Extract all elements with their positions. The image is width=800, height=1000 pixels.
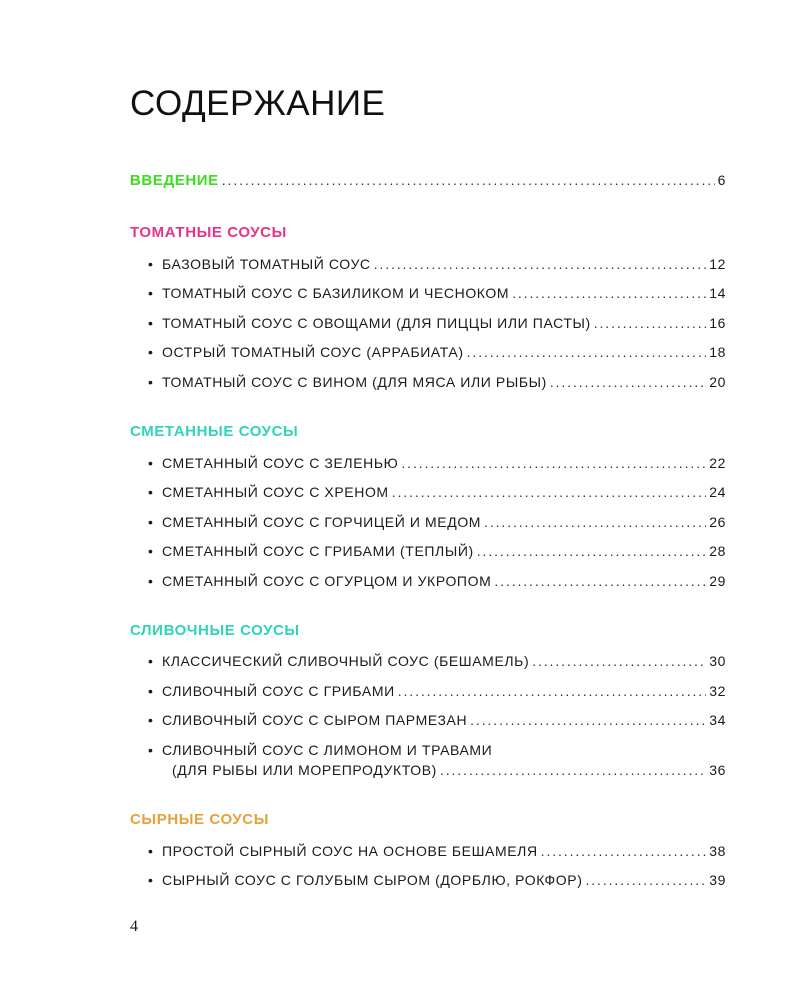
entry-label: ПРОСТОЙ СЫРНЫЙ СОУС НА ОСНОВЕ БЕШАМЕЛЯ [162,843,538,859]
entry-page: 36 [709,762,726,778]
toc-entry[interactable] [148,482,726,502]
dot-leader [374,254,707,274]
entry-page: 28 [709,543,726,559]
entry-label: ТОМАТНЫЙ СОУС С ВИНОМ (ДЛЯ МЯСА ИЛИ РЫБЫ) [162,374,547,390]
dot-leader [401,453,706,473]
toc-entry[interactable] [148,841,726,861]
bullet-icon: • [148,344,154,360]
entry-label: ТОМАТНЫЙ СОУС С БАЗИЛИКОМ И ЧЕСНОКОМ [162,285,510,301]
entry-page: 38 [709,843,726,859]
entry-page: 30 [709,653,726,669]
toc-entry[interactable] [148,681,726,701]
dot-leader [222,170,715,190]
toc-entry[interactable] [148,313,726,333]
intro-label: ВВЕДЕНИЕ [130,172,219,189]
entry-page: 39 [709,872,726,888]
entry-page: 12 [709,256,726,272]
bullet-icon: • [148,872,154,888]
page-title: СОДЕРЖАНИЕ [130,84,386,123]
bullet-icon: • [148,256,154,272]
toc-entry[interactable] [148,372,726,392]
toc-entry[interactable] [148,651,726,671]
dot-leader [467,342,707,362]
bullet-icon: • [148,514,154,530]
toc-entry[interactable] [148,342,726,362]
page-number: 4 [130,918,138,935]
entry-label: СМЕТАННЫЙ СОУС С ГРИБАМИ (ТЕПЛЫЙ) [162,543,474,559]
toc-entry[interactable] [148,571,726,591]
bullet-icon: • [148,285,154,301]
dot-leader [392,482,707,502]
entry-page: 34 [709,712,726,728]
section-title-sour-cream: СМЕТАННЫЕ СОУСЫ [130,423,299,440]
entry-label: ОСТРЫЙ ТОМАТНЫЙ СОУС (АРРАБИАТА) [162,344,464,360]
toc-entry-intro[interactable] [130,170,726,191]
entry-page: 26 [709,514,726,530]
bullet-icon: • [148,543,154,559]
bullet-icon: • [148,374,154,390]
entry-label: СМЕТАННЫЙ СОУС С ХРЕНОМ [162,484,389,500]
entry-label: СЛИВОЧНЫЙ СОУС С СЫРОМ ПАРМЕЗАН [162,712,468,728]
dot-leader [594,313,706,333]
dot-leader [541,841,707,861]
toc-entry-continuation[interactable] [172,760,726,780]
toc-entry[interactable] [148,512,726,532]
dot-leader [484,512,706,532]
intro-page: 6 [717,172,726,188]
dot-leader [532,651,706,671]
entry-label-continuation: (ДЛЯ РЫБЫ ИЛИ МОРЕПРОДУКТОВ) [172,762,437,778]
entry-label: СЫРНЫЙ СОУС С ГОЛУБЫМ СЫРОМ (ДОРБЛЮ, РОКФОР) [162,872,583,888]
entry-page: 16 [709,315,726,331]
bullet-icon: • [148,843,154,859]
entry-label: ТОМАТНЫЙ СОУС С ОВОЩАМИ (ДЛЯ ПИЦЦЫ ИЛИ ПАСТЫ) [162,315,591,331]
entry-label: СМЕТАННЫЙ СОУС С ЗЕЛЕНЬЮ [162,455,399,471]
entry-page: 29 [709,573,726,589]
bullet-icon: • [148,573,154,589]
entry-page: 24 [709,484,726,500]
entry-label: СЛИВОЧНЫЙ СОУС С ЛИМОНОМ И ТРАВАМИ [162,742,493,758]
toc-entry[interactable] [148,870,726,890]
bullet-icon: • [148,683,154,699]
dot-leader [512,283,706,303]
entry-page: 20 [709,374,726,390]
entry-page: 18 [709,344,726,360]
dot-leader [550,372,706,392]
bullet-icon: • [148,653,154,669]
toc-entry[interactable] [148,283,726,303]
dot-leader [494,571,706,591]
bullet-icon: • [148,742,154,758]
bullet-icon: • [148,712,154,728]
dot-leader [586,870,707,890]
dot-leader [398,681,706,701]
bullet-icon: • [148,315,154,331]
section-title-cream: СЛИВОЧНЫЕ СОУСЫ [130,622,300,639]
entry-label: КЛАССИЧЕСКИЙ СЛИВОЧНЫЙ СОУС (БЕШАМЕЛЬ) [162,653,530,669]
toc-entry[interactable] [148,254,726,274]
entry-label: СМЕТАННЫЙ СОУС С ОГУРЦОМ И УКРОПОМ [162,573,492,589]
entry-page: 22 [709,455,726,471]
toc-entry[interactable] [148,541,726,561]
dot-leader [470,710,706,730]
entry-page: 32 [709,683,726,699]
bullet-icon: • [148,484,154,500]
dot-leader [440,760,706,780]
entry-page: 14 [709,285,726,301]
toc-entry-multiline[interactable] [148,740,726,760]
toc-entry[interactable] [148,453,726,473]
section-title-cheese: СЫРНЫЕ СОУСЫ [130,811,270,828]
section-title-tomato: ТОМАТНЫЕ СОУСЫ [130,224,287,241]
dot-leader [477,541,706,561]
entry-label: СЛИВОЧНЫЙ СОУС С ГРИБАМИ [162,683,395,699]
entry-label: СМЕТАННЫЙ СОУС С ГОРЧИЦЕЙ И МЕДОМ [162,514,482,530]
toc-entry[interactable] [148,710,726,730]
bullet-icon: • [148,455,154,471]
entry-label: БАЗОВЫЙ ТОМАТНЫЙ СОУС [162,256,371,272]
